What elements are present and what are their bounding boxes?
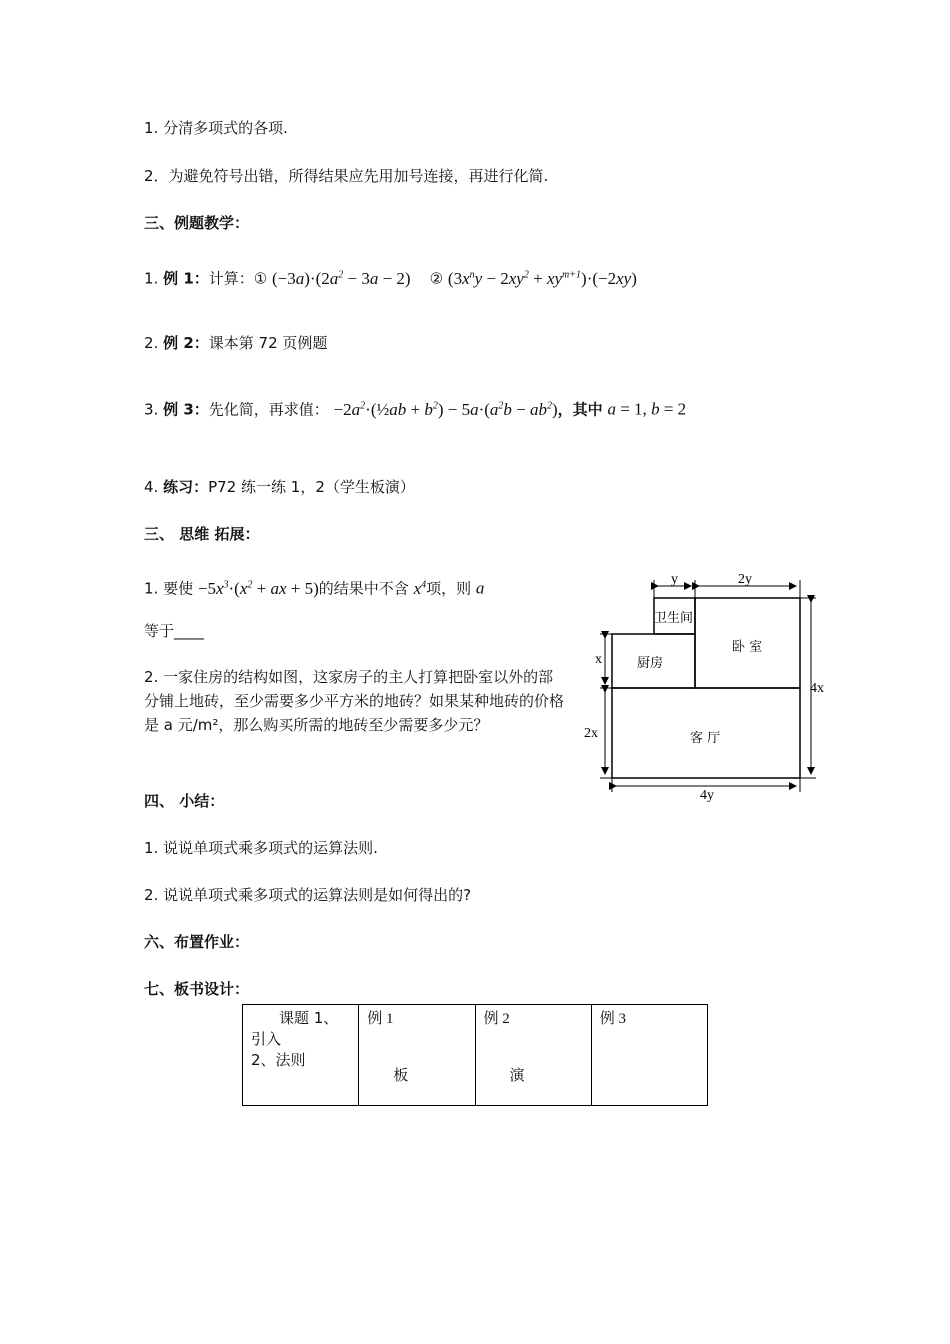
section-title-homework: 六、布置作业： [144, 933, 250, 951]
think-1-c: 项，则 [426, 579, 472, 598]
example-3-label: 例 3： [163, 400, 209, 419]
label-kitchen: 厨房 [637, 656, 664, 671]
example-1-formula-2: $(3x^ny - 2xy^2 + xy^{m+1})\cdot(-2xy)$ [447, 268, 637, 288]
example-1-prefix: 1. [144, 269, 164, 288]
example-3-condition: a = 1, b = 2 [607, 399, 687, 419]
think-1-b: 的结果中不含 [318, 579, 409, 598]
think-1-term: $x^4$ [413, 578, 427, 598]
label-right-4x: 4x [810, 681, 824, 696]
think-1-a: 1. 要使 [144, 579, 194, 598]
board-col-1-line2: 引入 [251, 1030, 282, 1048]
board-col-3 [475, 1005, 591, 1106]
example-1-formula-1: $(-3a)\cdot(2a^2 - 3a - 2)$ [272, 268, 411, 288]
example-3-formula: $-2a^2\cdot(\frac{1}{2}ab + b^2) - 5a\cdot(a^2b - ab^2)$ [333, 399, 558, 419]
section-title-thinking: 三、 思维 拓展： [144, 525, 260, 543]
board-design-table [242, 1004, 708, 1106]
board-col-3-note: 演 [509, 1066, 525, 1084]
board-col-3-title: 例 2 [483, 1011, 510, 1027]
label-bathroom: 卫生间 [654, 611, 694, 626]
board-col-2-title: 例 1 [367, 1011, 394, 1027]
example-1-circle-2: ② [429, 269, 444, 288]
table-row [243, 1005, 708, 1106]
section-title-summary: 四、 小结： [144, 792, 225, 810]
label-left-2x: 2x [584, 726, 598, 741]
summary-2: 2. 说说单项式乘多项式的运算法则是如何得出的? [144, 886, 472, 904]
board-col-1 [243, 1005, 359, 1106]
label-top-2y: 2y [738, 572, 752, 587]
practice-label: 练习： [163, 478, 209, 496]
board-col-4 [591, 1005, 707, 1106]
example-2-label: 例 2： [163, 334, 209, 352]
label-bedroom: 卧 室 [732, 640, 763, 655]
summary-1: 1. 说说单项式乘多项式的运算法则. [144, 839, 378, 857]
example-3-text: 先化简，再求值： [208, 400, 329, 419]
section-title-examples: 三、例题教学： [144, 214, 250, 232]
example-1-circle-1: ① [253, 269, 268, 288]
example-3 [144, 396, 686, 420]
label-bottom-4y: 4y [700, 788, 714, 803]
example-1-label: 例 1： [163, 269, 209, 288]
board-col-1-title: 课题 1、 [279, 1009, 339, 1027]
board-col-2-note: 板 [393, 1066, 409, 1084]
example-1-text: 计算： [208, 269, 254, 288]
think-1-var: a [475, 578, 485, 598]
example-2 [144, 333, 327, 353]
practice-prefix: 4. [144, 478, 164, 496]
item-1: 1. 分清多项式的各项. [144, 119, 288, 137]
think-1 [144, 575, 484, 599]
practice-text: P72 练一练 1，2（学生板演） [208, 478, 415, 496]
think-1-answer: 等于____ [144, 622, 205, 640]
section-title-board: 七、板书设计： [144, 980, 250, 998]
label-top-y: y [671, 572, 678, 587]
example-2-text: 课本第 72 页例题 [208, 334, 328, 352]
label-living: 客 厅 [690, 731, 721, 746]
think-1-formula: $-5x^3\cdot(x^2$ + ax + 5) [197, 578, 319, 598]
example-1 [144, 265, 637, 289]
board-col-2 [359, 1005, 475, 1106]
label-left-x: x [595, 652, 602, 667]
example-3-where: ，其中 [557, 400, 603, 419]
board-col-4-title: 例 3 [599, 1011, 627, 1027]
board-col-1-line3: 2、法则 [251, 1051, 306, 1069]
example-3-prefix: 3. [144, 400, 164, 419]
think-2: 2. 一家住房的结构如图，这家房子的主人打算把卧室以外的部分铺上地砖，至少需要多少平方米的地砖？如果某种地砖的价格是 a 元/m²，那么购买所需的地砖至少需要多少元？ [144, 668, 565, 734]
house-diagram [580, 570, 840, 805]
item-2: 2．为避免符号出错，所得结果应先用加号连接，再进行化简. [144, 167, 549, 185]
practice [144, 477, 415, 497]
example-2-prefix: 2. [144, 334, 164, 352]
